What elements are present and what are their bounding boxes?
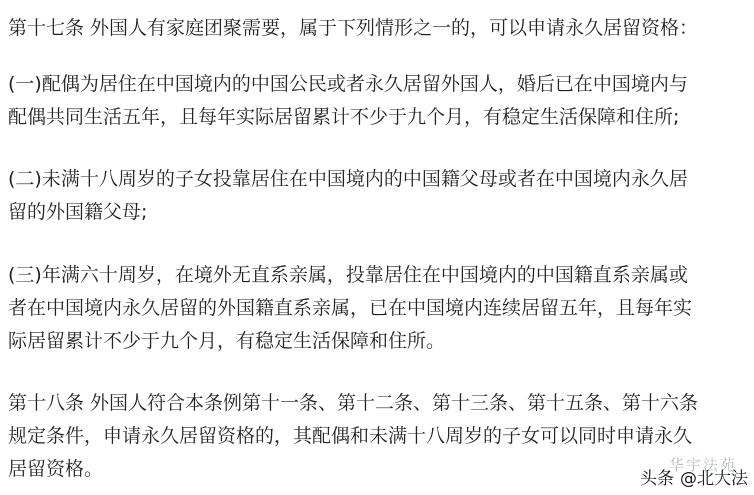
source-watermark bbox=[640, 461, 748, 491]
clause-3 bbox=[8, 259, 752, 358]
text-line: 规定条件，申请永久居留资格的，其配偶和未满十八周岁的子女可以同时申请永久 bbox=[8, 425, 693, 447]
clause-1 bbox=[8, 68, 752, 134]
svg-text:华宇法苑: 华宇法苑 bbox=[668, 456, 738, 474]
text-line: 配偶共同生活五年，且每年实际居留累计不少于九个月，有稳定生活保障和住所; bbox=[8, 106, 680, 128]
text-line: 留的外国籍父母; bbox=[8, 201, 148, 223]
watermark-author: @北大法 bbox=[680, 468, 748, 489]
text-line: 第十七条 外国人有家庭团聚需要，属于下列情形之一的，可以申请永久居留资格： bbox=[8, 17, 699, 39]
text-line: (三)年满六十周岁，在境外无直系亲属，投靠居住在中国境内的中国籍直系亲属或 bbox=[8, 264, 688, 286]
text-line: (二)未满十八周岁的子女投靠居住在中国境内的中国籍父母或者在中国境内永久居 bbox=[8, 168, 688, 190]
text-line: 居留资格。 bbox=[8, 458, 104, 480]
article-17-intro bbox=[8, 12, 752, 45]
text-line: 者在中国境内永久居留的外国籍直系亲属，已在中国境内连续居留五年，且每年实 bbox=[8, 297, 693, 319]
text-line: 际居留累计不少于九个月，有稳定生活保障和住所。 bbox=[8, 330, 446, 352]
clause-2 bbox=[8, 163, 752, 229]
text-line: (一)配偶为居住在中国境内的中国公民或者永久居留外国人，婚后已在中国境内与 bbox=[8, 73, 688, 95]
text-line: 第十八条 外国人符合本条例第十一条、第十二条、第十三条、第十五条、第十六条 bbox=[8, 392, 699, 414]
watermark-source: 头条 bbox=[640, 468, 674, 489]
